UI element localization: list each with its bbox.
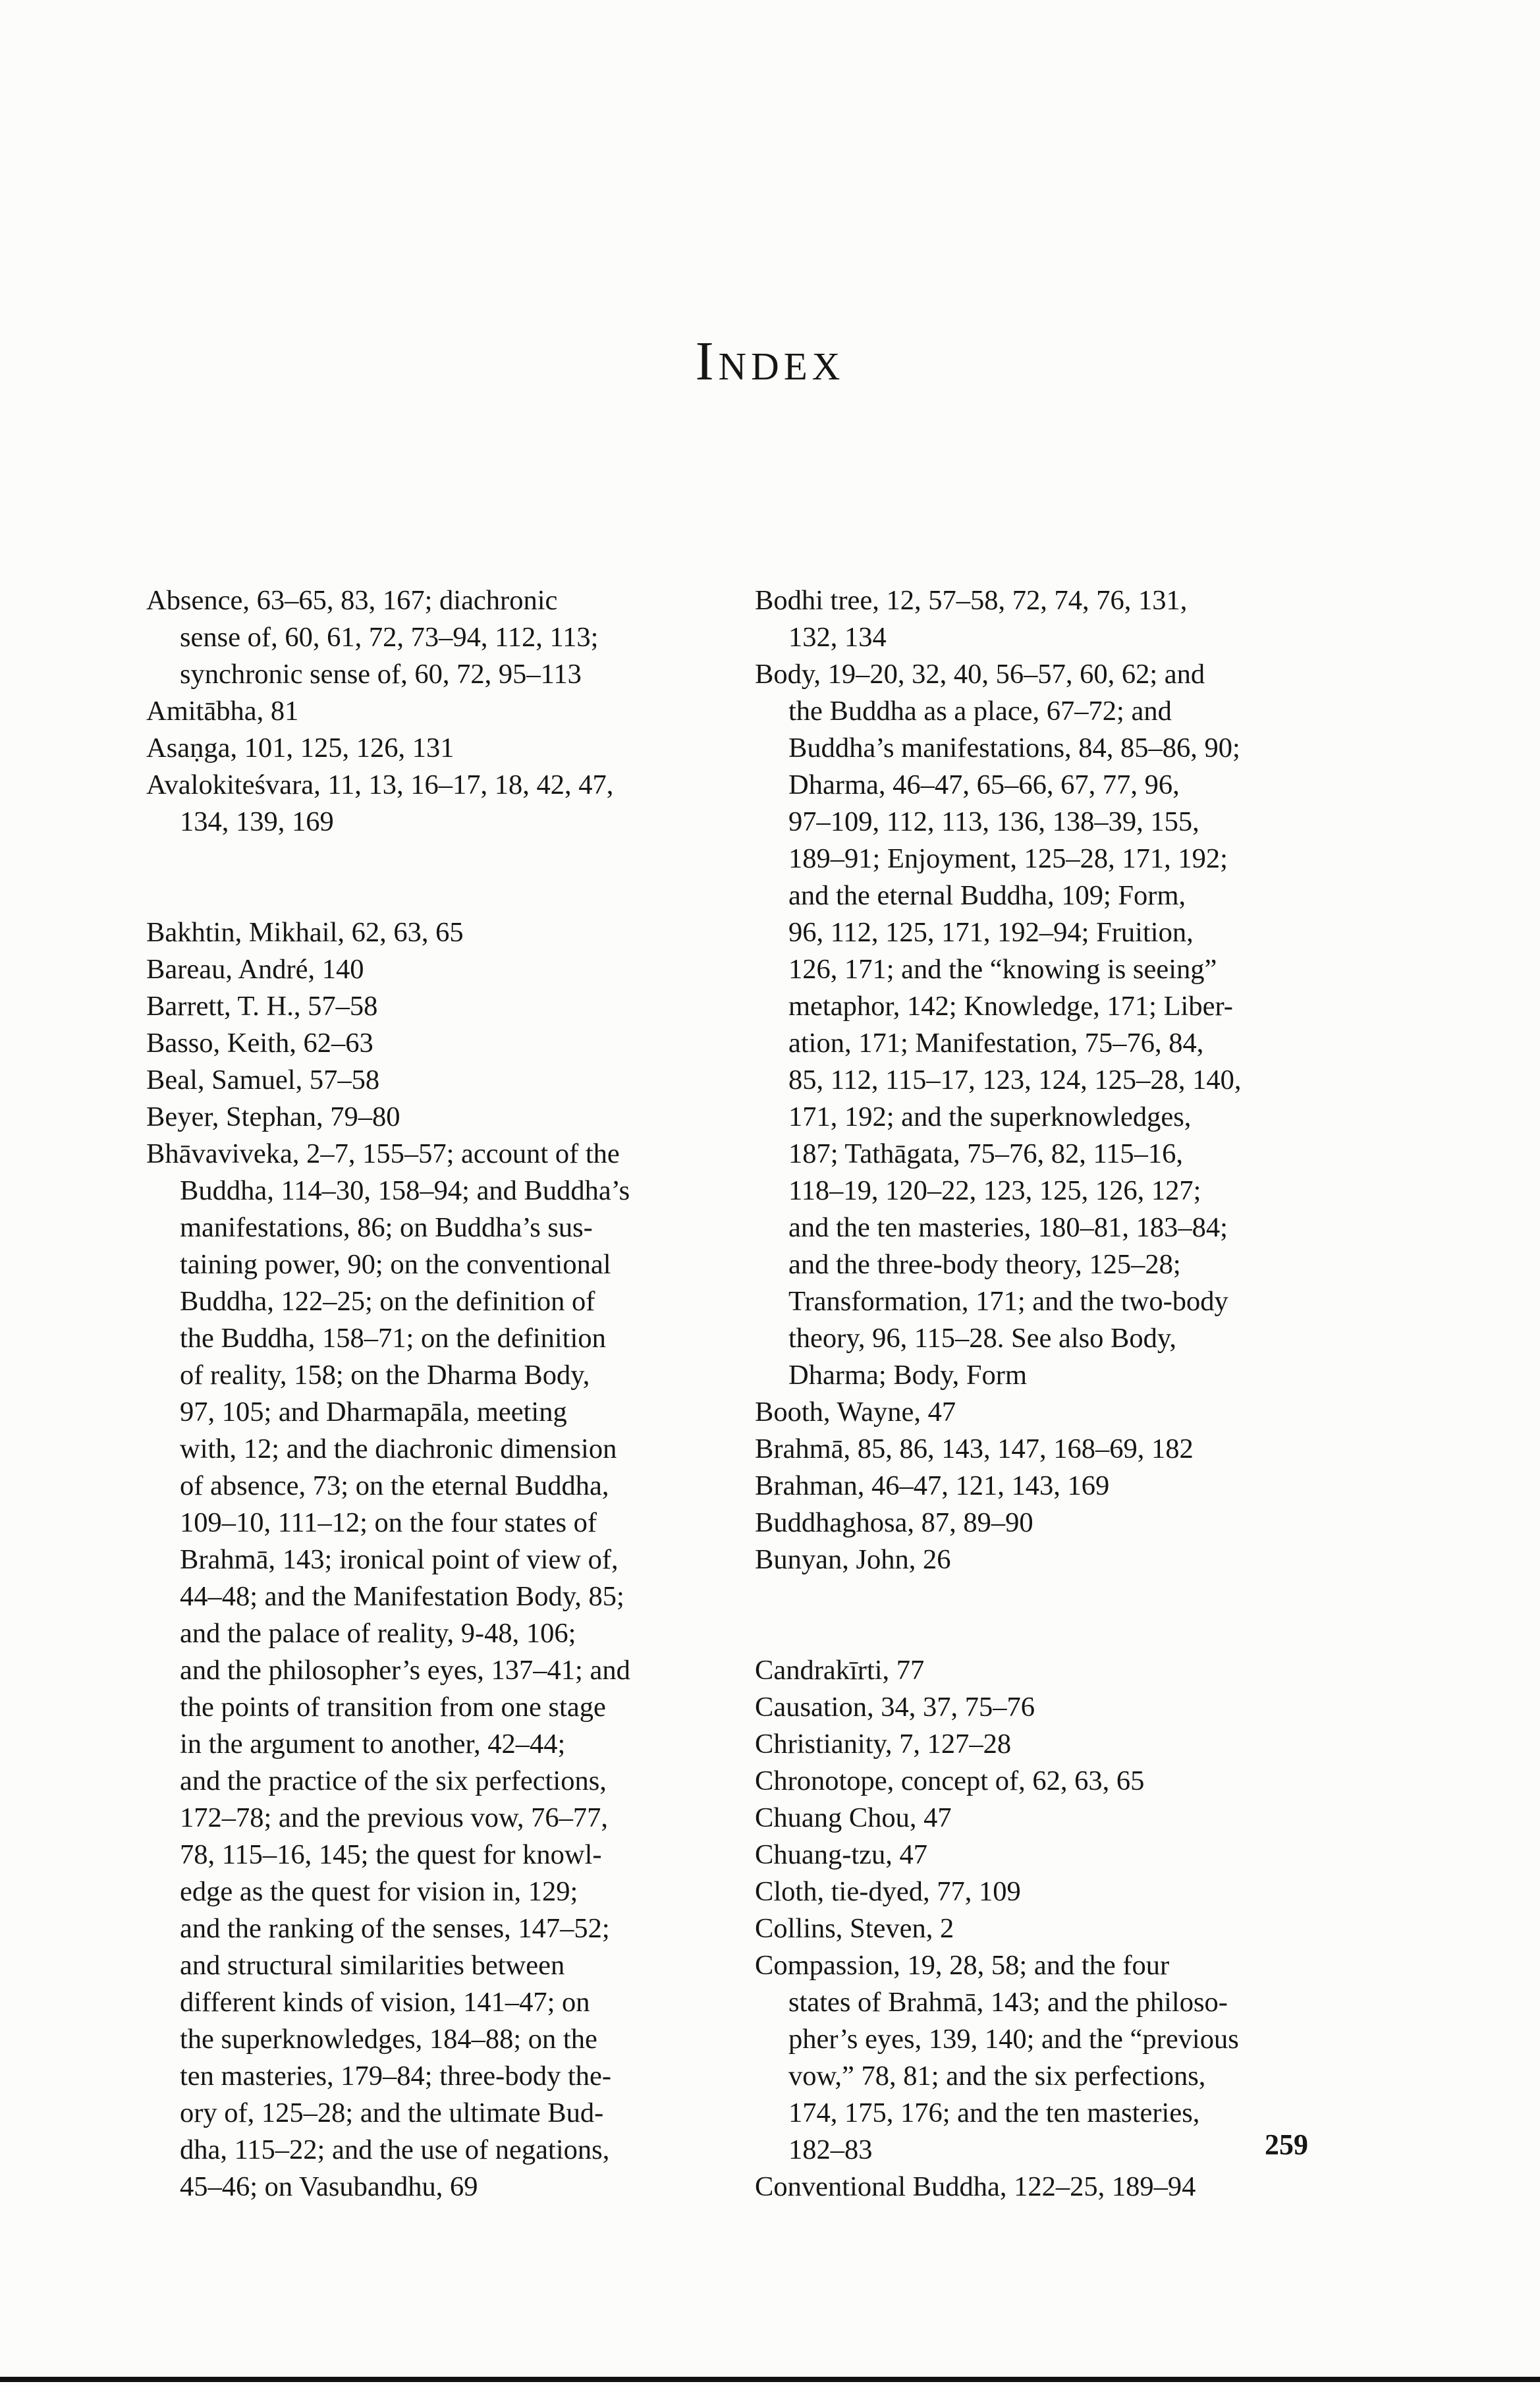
page-number: 259 (1265, 2128, 1308, 2161)
index-entry: Buddhaghosa, 87, 89–90 (755, 1507, 1033, 1538)
index-entry: Beal, Samuel, 57–58 (146, 1065, 380, 1096)
index-entry: Chuang Chou, 47 (755, 1802, 952, 1833)
index-entry: Chuang-tzu, 47 (755, 1839, 928, 1870)
index-entry: Basso, Keith, 62–63 (146, 1028, 373, 1059)
index-entry: Amitābha, 81 (146, 696, 299, 727)
index-entry: Brahman, 46–47, 121, 143, 169 (755, 1470, 1110, 1501)
index-entry: Chronotope, concept of, 62, 63, 65 (755, 1765, 1145, 1796)
index-entry: Collins, Steven, 2 (755, 1913, 954, 1944)
index-entry: Absence, 63–65, 83, 167; diachronic sense of, 60, 61, 72, 73–94, 112, 113; synchronic sense of, 60, 72, 95–113 (146, 585, 599, 690)
index-entry: Asaṇga, 101, 125, 126, 131 (146, 733, 454, 763)
index-entry: Bodhi tree, 12, 57–58, 72, 74, 76, 131, 132, 134 (755, 585, 1188, 653)
index-entry: Christianity, 7, 127–28 (755, 1729, 1012, 1760)
index-entry: Compassion, 19, 28, 58; and the four states of Brahmā, 143; and the philoso- pher’s eyes, 139, 140; and the “previous vow,” 78, 81; and the six perfections, 174, 175, 176; and the ten masteries, 182–83 (755, 1950, 1239, 2165)
index-entry: Avalokiteśvara, 11, 13, 16–17, 18, 42, 47, 134, 139, 169 (146, 769, 614, 837)
index-entry: Barrett, T. H., 57–58 (146, 991, 378, 1022)
index-column-right (755, 582, 1354, 2206)
index-entry: Bareau, André, 140 (146, 954, 364, 985)
index-entry: Causation, 34, 37, 75–76 (755, 1692, 1035, 1723)
index-entry: Booth, Wayne, 47 (755, 1397, 956, 1428)
index-entry: Beyer, Stephan, 79–80 (146, 1101, 400, 1132)
index-entry: Brahmā, 85, 86, 143, 147, 168–69, 182 (755, 1433, 1194, 1464)
index-entry: Conventional Buddha, 122–25, 189–94 (755, 2171, 1196, 2202)
letter-group-gap (755, 1578, 1354, 1652)
index-column-left (146, 582, 739, 2206)
bottom-edge-rule (0, 2377, 1540, 2382)
index-entry: Bakhtin, Mikhail, 62, 63, 65 (146, 917, 464, 948)
index-entry: Bunyan, John, 26 (755, 1544, 951, 1575)
index-entry: Bhāvaviveka, 2–7, 155–57; account of the Buddha, 114–30, 158–94; and Buddha’s manifestations, 86; on Buddha’s sus- taining power, 90; on the conventional Buddha, 122–25; on the definition of the Buddha, 158–71; on the definition of reality, 158; on the Dharma Body, 97, 105; and Dharmapāla, meeting with, 12; and the diachronic dimension of absence, 73; on the eternal Buddha, 109–10, 111–12; on the four states of Brahmā, 143; ironical point of view of, 44–48; and the Manifestation Body, 85; and the palace of reality, 9-48, 106; and the philosopher’s eyes, 137–41; and the points of transition from one stage in the argument to another, 42–44; and the practice of the six perfections, 172–78; and the previous vow, 76–77, 78, 115–16, 145; the quest for knowl- edge as the quest for vision in, 129; and the ranking of the senses, 147–52; and structural similarities between different kinds of vision, 141–47; on the superknowledges, 184–88; on the ten masteries, 179–84; three-body the- ory of, 125–28; and the ultimate Bud- dha, 115–22; and the use of negations, 45–46; on Vasubandhu, 69 (146, 1138, 630, 2202)
index-entry: Candrakīrti, 77 (755, 1655, 925, 1686)
index-entry: Cloth, tie-dyed, 77, 109 (755, 1876, 1021, 1907)
page-title: Index (695, 331, 845, 392)
letter-group-gap (146, 841, 739, 914)
index-entry: Body, 19–20, 32, 40, 56–57, 60, 62; and the Buddha as a place, 67–72; and Buddha’s manifestations, 84, 85–86, 90; Dharma, 46–47, 65–66, 67, 77, 96, 97–109, 112, 113, 136, 138–39, 155, 189–91; Enjoyment, 125–28, 171, 192; and the eternal Buddha, 109; Form, 96, 112, 125, 171, 192–94; Fruition, 126, 171; and the “knowing is seeing” metaphor, 142; Knowledge, 171; Liber- ation, 171; Manifestation, 75–76, 84, 85, 112, 115–17, 123, 124, 125–28, 140, 171, 192; and the superknowledges, 187; Tathāgata, 75–76, 82, 115–16, 118–19, 120–22, 123, 125, 126, 127; and the ten masteries, 180–81, 183–84; and the three-body theory, 125–28; Transformation, 171; and the two-body theory, 96, 115–28. See also Body, Dharma; Body, Form (755, 659, 1242, 1391)
